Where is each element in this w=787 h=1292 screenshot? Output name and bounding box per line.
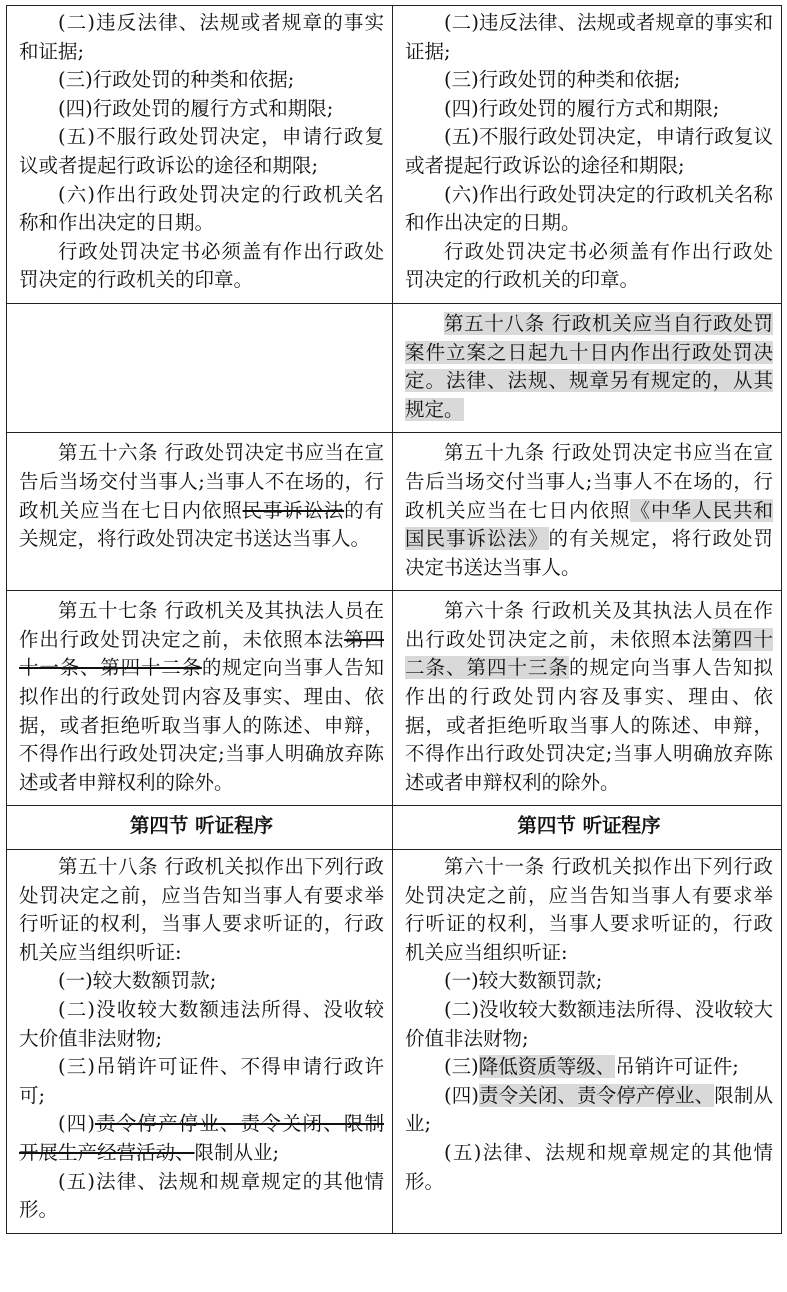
article-text: 第五十七条 行政机关及其执法人员在作出行政处罚决定之前，未依照本法 <box>19 599 384 651</box>
article-text: 第五十九条 行政处罚决定书应当在宣告后当场交付当事人;当事人不在场的，行政机关应当在七日内依照 <box>405 441 773 522</box>
clause-item: (二)没收较大数额违法所得、没收较大价值非法财物; <box>405 998 773 1050</box>
article-text: 第五十六条 行政处罚决定书应当在宣告后当场交付当事人;当事人不在场的，行政机关应当在七日内依照 <box>19 441 384 522</box>
clause-item: (三)行政处罚的种类和依据; <box>58 68 295 92</box>
old-text-cell <box>7 591 393 806</box>
clause-item: (一)较大数额罚款; <box>444 969 603 993</box>
item-text: 限制从业; <box>194 1140 280 1164</box>
item-number: (四) <box>444 1083 479 1107</box>
article-text: 的规定向当事人告知拟作出的行政处罚内容及事实、理由、依据，或者拒绝听取当事人的陈述、申辩，不得作出行政处罚决定;当事人明确放弃陈述或者申辩权利的除外。 <box>19 656 384 794</box>
new-text-cell <box>393 591 782 806</box>
clause-item: (三)行政处罚的种类和依据; <box>444 68 681 92</box>
item-number: (四) <box>58 1112 95 1136</box>
clause-item: (五)不服行政处罚决定，申请行政复议或者提起行政诉讼的途径和期限; <box>405 125 773 177</box>
table-row <box>7 6 782 304</box>
clause-item <box>405 1082 773 1139</box>
clause-item: (五)法律、法规和规章规定的其他情形。 <box>405 1140 773 1193</box>
old-text-cell <box>7 433 393 591</box>
article-61-new: 第六十一条 行政机关拟作出下列行政处罚决定之前，应当告知当事人有要求举行听证的权利，当事人要求听证的，行政机关应当组织听证: <box>405 855 773 964</box>
old-text-cell <box>7 850 393 1234</box>
article-text: 的规定向当事人告知拟作出的行政处罚内容及事实、理由、依据，或者拒绝听取当事人的陈述、申辩，不得作出行政处罚决定;当事人明确放弃陈述或者申辩权利的除外。 <box>405 656 773 794</box>
table-row <box>7 591 782 806</box>
article-text: 的有关规定，将行政处罚决定书送达当事人。 <box>405 527 773 579</box>
new-text-cell <box>393 6 782 304</box>
table-row <box>7 433 782 591</box>
clause-item: (二)违反法律、法规或者规章的事实和证据; <box>405 11 773 63</box>
clause-item: (三)吊销许可证件、不得申请行政许可; <box>19 1055 384 1107</box>
article-58-new <box>405 310 773 424</box>
clause-item <box>19 1110 384 1167</box>
section-heading: 第四节 听证程序 <box>393 806 782 850</box>
clause-item: (二)没收较大数额违法所得、没收较大价值非法财物; <box>19 998 384 1050</box>
clause-paragraph: 行政处罚决定书必须盖有作出行政处罚决定的行政机关的印章。 <box>405 239 773 292</box>
table-row <box>7 806 782 850</box>
clause-item: (四)行政处罚的履行方式和期限; <box>58 96 334 120</box>
clause-item <box>405 1053 773 1082</box>
clause-item: (五)法律、法规和规章规定的其他情形。 <box>19 1169 384 1222</box>
comparison-table <box>6 5 782 1234</box>
added-text: 第四十二条、第四十三条 <box>405 627 773 680</box>
article-60-new <box>405 597 773 797</box>
clause-item: (一)较大数额罚款; <box>58 969 217 993</box>
article-56-old <box>19 439 384 553</box>
article-text: 第六十条 行政机关及其执法人员在作出行政处罚决定之前，未依照本法 <box>405 599 773 651</box>
deleted-text: 第四十一条、第四十二条 <box>19 627 384 680</box>
added-text: 《中华人民共和国民事诉讼法》 <box>405 498 773 551</box>
clause-item: (五)不服行政处罚决定，申请行政复议或者提起行政诉讼的途径和期限; <box>19 125 384 177</box>
article-text: 的有关规定，将行政处罚决定书送达当事人。 <box>19 498 384 551</box>
deleted-text: 民事诉讼法 <box>242 498 345 522</box>
old-text-cell <box>7 6 393 304</box>
item-number: (三) <box>444 1055 479 1079</box>
old-text-cell-empty <box>7 303 393 432</box>
added-text: 第五十八条 行政机关应当自行政处罚案件立案之日起九十日内作出行政处罚决定。法律、法规、规章另有规定的，从其规定。 <box>405 311 773 421</box>
section-heading: 第四节 听证程序 <box>7 806 393 850</box>
table-row <box>7 303 782 432</box>
new-text-cell <box>393 303 782 432</box>
clause-item: (六)作出行政处罚决定的行政机关名称和作出决定的日期。 <box>405 182 773 235</box>
article-58-old: 第五十八条 行政机关拟作出下列行政处罚决定之前，应当告知当事人有要求举行听证的权利，当事人要求听证的，行政机关应当组织听证: <box>19 855 384 964</box>
new-text-cell <box>393 850 782 1234</box>
clause-item: (四)行政处罚的履行方式和期限; <box>444 96 720 120</box>
article-57-old <box>19 597 384 797</box>
deleted-text: 责令停产停业、责令关闭、限制开展生产经营活动、 <box>19 1112 384 1164</box>
clause-item: (六)作出行政处罚决定的行政机关名称和作出决定的日期。 <box>19 182 384 235</box>
table-row <box>7 850 782 1234</box>
added-text: 责令关闭、责令停产停业、 <box>478 1083 715 1107</box>
clause-item: (二)违反法律、法规或者规章的事实和证据; <box>19 11 384 63</box>
clause-paragraph: 行政处罚决定书必须盖有作出行政处罚决定的行政机关的印章。 <box>19 239 384 292</box>
new-text-cell <box>393 433 782 591</box>
added-text: 降低资质等级、 <box>478 1055 616 1079</box>
item-text: 限制从业; <box>405 1083 773 1136</box>
article-59-new <box>405 439 773 582</box>
item-text: 吊销许可证件; <box>615 1055 739 1079</box>
